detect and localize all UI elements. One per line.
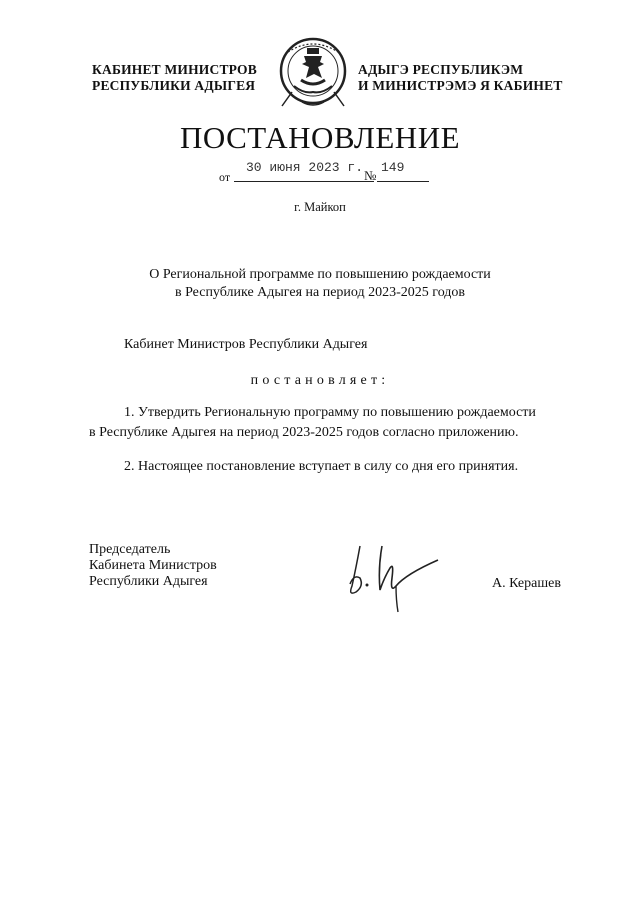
date-from-label: от (219, 170, 231, 184)
subject-line-1: О Региональной программе по повышению рождаемости (149, 267, 491, 282)
item-2: 2. Настоящее постановление вступает в силу со дня его принятия. (124, 459, 519, 474)
signatory-name: А. Керашев (492, 576, 561, 591)
item-1-line-1: 1. Утвердить Региональную программу по повышению рождаемости (124, 405, 536, 420)
header-left-block (92, 62, 257, 94)
signatory-position (89, 542, 217, 590)
date-number-line (219, 160, 439, 184)
number-label: № (364, 168, 377, 183)
date-underline (234, 181, 374, 182)
header-left-line-2: РЕСПУБЛИКИ АДЫГЕЯ (92, 78, 256, 93)
header-right-line-1: АДЫГЭ РЕСПУБЛИКЭМ (358, 62, 524, 77)
issuer-text: Кабинет Министров Республики Адыгея (124, 337, 368, 352)
signature-icon (338, 538, 448, 618)
resolves-text: постановляет: (250, 373, 390, 388)
signatory-position-line-2: Кабинета Министров (89, 558, 217, 573)
item-1-line-2: в Республике Адыгея на период 2023-2025 годов согласно приложению. (89, 425, 519, 440)
header-right-block (358, 62, 563, 94)
signatory-position-line-1: Председатель (89, 542, 171, 557)
document-subject (0, 266, 640, 302)
document-title: ПОСТАНОВЛЕНИЕ (179, 120, 461, 155)
subject-line-2: в Республике Адыгея на период 2023-2025 годов (174, 285, 466, 300)
coat-of-arms-icon (274, 34, 352, 112)
header-left-line-1: КАБИНЕТ МИНИСТРОВ (92, 62, 257, 77)
document-date: 30 июня 2023 г. (245, 160, 364, 175)
number-underline (377, 181, 429, 182)
city: г. Майкоп (294, 200, 346, 214)
document-number: 149 (381, 160, 405, 175)
signatory-position-line-3: Республики Адыгея (89, 574, 208, 589)
header-right-line-2: И МИНИСТРЭМЭ Я КАБИНЕТ (358, 78, 563, 93)
